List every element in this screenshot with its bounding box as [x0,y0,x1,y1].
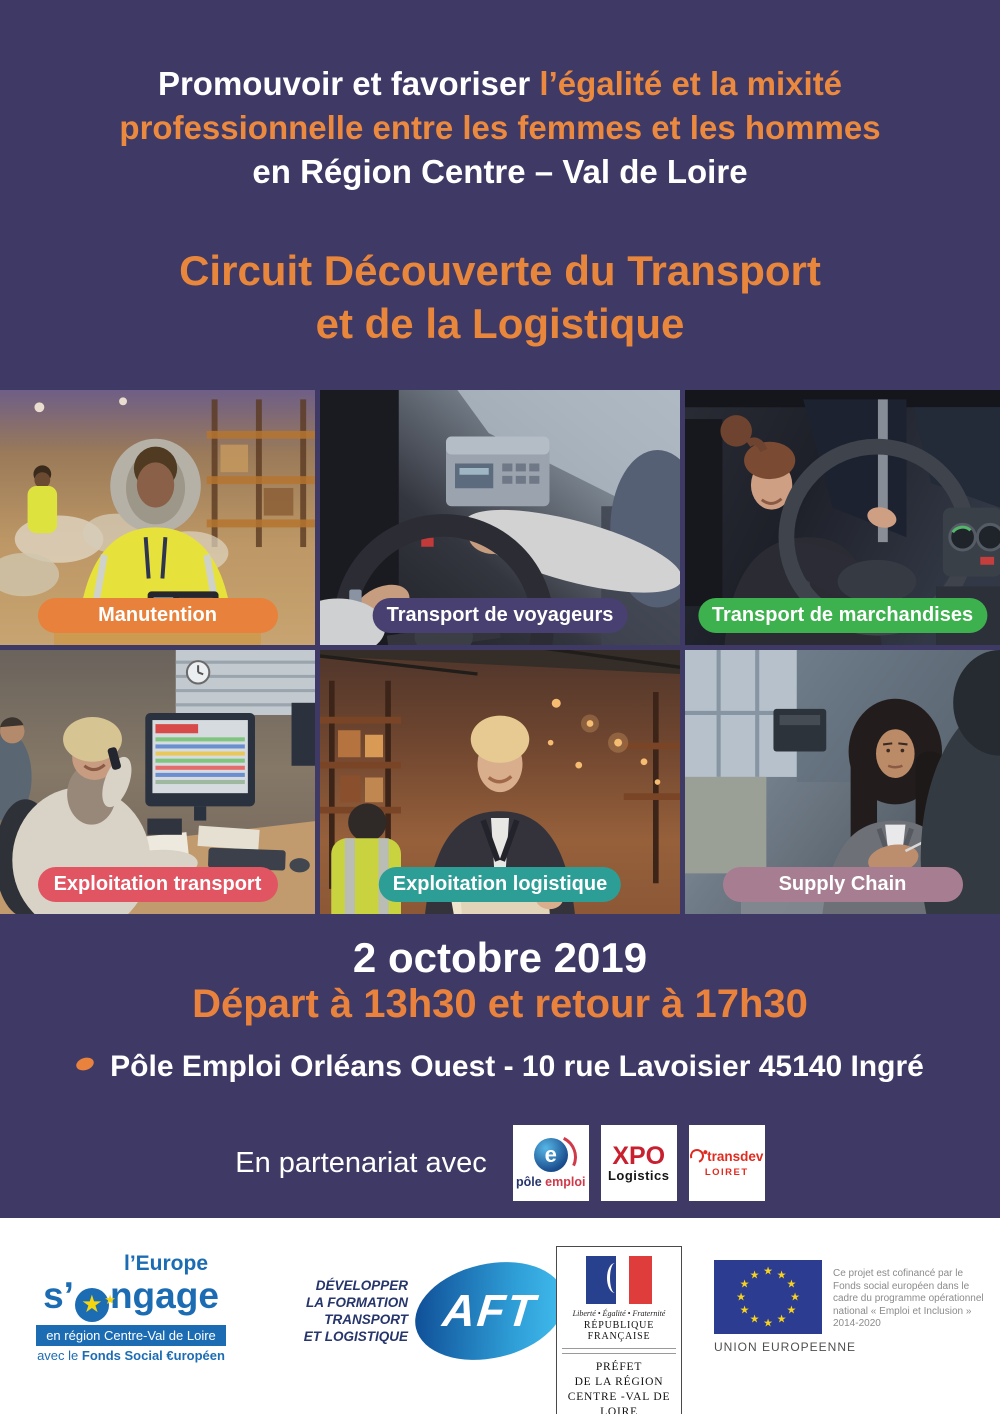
pole-emploi-letter: e [544,1141,557,1167]
pole-emploi-wordmark: pôle emploi [515,1174,586,1189]
prefet-republique: RÉPUBLIQUE FRANÇAISE [583,1320,655,1342]
xpo-wordmark: XPO [612,1141,666,1170]
event-location [0,1050,1000,1084]
europe-line2: s’ ★ ★ ngage [36,1276,226,1322]
europe-star-icon: ★ ★ [75,1288,109,1322]
photo-cell-exploitation-logistique [320,650,680,914]
transdev-wordmark: transdev [690,1149,763,1164]
photo-cell-supply-chain [685,650,1000,914]
europe-region-bar: en région Centre-Val de Loire [36,1325,226,1346]
logo-prefet-region [556,1246,682,1414]
aft-tagline: DÉVELOPPER LA FORMATION TRANSPORT ET LOGISTIQUE [303,1278,408,1344]
prefet-divider [562,1348,676,1354]
logo-pole-emploi [513,1125,589,1201]
title-line2: et de la Logistique [315,300,685,347]
location-bullet-icon [75,1056,96,1073]
hero [0,0,1000,390]
french-flag-icon [586,1256,652,1304]
partners-intro: En partenariat avec [235,1146,487,1179]
photo-cell-manutention [0,390,315,645]
europe-fse-text: avec le Fonds Social €uropéen [37,1348,225,1363]
headline-line2: professionnelle entre les femmes et les hommes [119,109,881,146]
pole-emploi-sphere-icon [534,1138,568,1172]
partners-row [0,1118,1000,1208]
logo-transdev-loiret [689,1125,765,1201]
prefet-motto: Liberté • Égalité • Fraternité [572,1309,666,1318]
photo-grid [0,390,1000,914]
headline-line1: Promouvoir et favoriser l’égalité et la mixité [157,65,843,102]
logo-europe-sengage [36,1252,226,1363]
eu-flag: ★ ★ ★ ★ ★ ★ ★ ★ ★ ★ ★ ★ [714,1260,822,1334]
badge-transport-marchandises: Transport de marchandises [698,598,987,633]
logo-xpo-logistics [601,1125,677,1201]
aft-ellipse-icon: AFT [405,1248,574,1374]
headline-line3: en Région Centre – Val de Loire [252,153,748,190]
badge-exploitation-transport: Exploitation transport [38,867,278,902]
transdev-icon [688,1147,707,1166]
title-line1: Circuit Découverte du Transport [179,247,821,294]
xpo-logistics-text: Logistics [607,1167,670,1183]
headline [0,0,1000,194]
europe-line1: l’Europe [123,1252,208,1275]
badge-supply-chain: Supply Chain [723,867,963,902]
eu-caption: UNION EUROPEENNE [714,1340,857,1354]
event-date: 2 octobre 2019 [352,934,648,981]
photo-cell-transport-marchandises [685,390,1000,645]
page-title [0,194,1000,350]
prefet-line2: DE LA RÉGION [574,1376,664,1388]
transdev-loiret-text: LOIRET [704,1166,749,1178]
badge-manutention: Manutention [38,598,278,633]
prefet-line3: CENTRE -VAL DE LOIRE [567,1391,671,1414]
event-schedule: Départ à 13h30 et retour à 17h30 [192,982,808,1026]
badge-transport-voyageurs: Transport de voyageurs [373,598,628,633]
prefet-line1: PRÉFET [595,1361,643,1373]
logo-union-europeenne [714,1260,857,1354]
footer [0,1218,1000,1414]
event-location-text: Pôle Emploi Orléans Ouest - 10 rue Lavoisier 45140 Ingré [110,1050,924,1083]
badge-exploitation-logistique: Exploitation logistique [379,867,621,902]
photo-cell-exploitation-transport [0,650,315,914]
cofinancing-note: Ce projet est cofinancé par le Fonds social européen dans le cadre du programme opérationnel national « Emploi et Inclusion » 2014-2020 [833,1268,984,1329]
photo-cell-transport-voyageurs [320,390,680,645]
logo-aft [236,1264,566,1358]
